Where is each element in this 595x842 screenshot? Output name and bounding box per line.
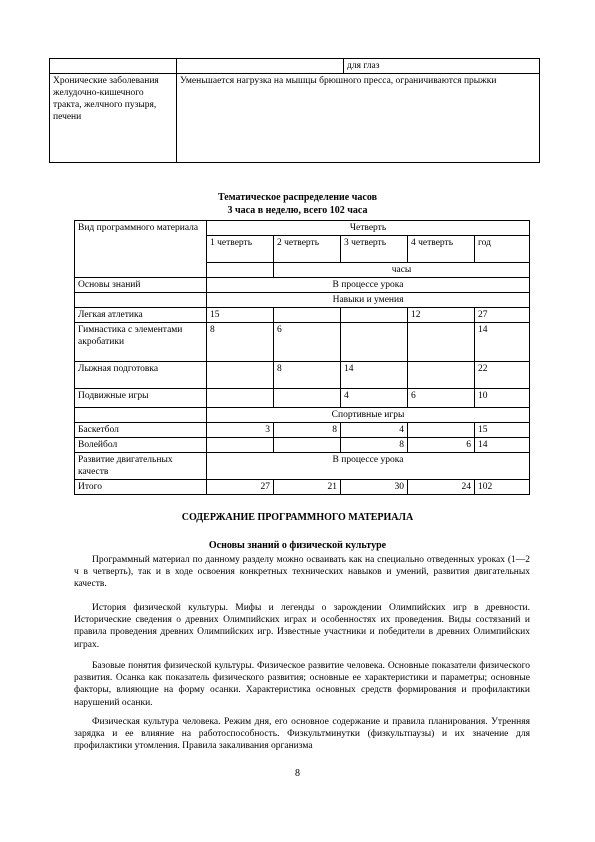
row-note: В процессе урока (207, 453, 530, 480)
cell-year: 14 (475, 323, 530, 362)
cell-q4 (408, 362, 475, 389)
top-cell-condition: Хронические заболевания желудочно-кишечного тракта, желчного пузыря, печени (50, 74, 177, 163)
row-label: Волейбол (75, 438, 207, 453)
table-row (75, 278, 530, 293)
table-row (75, 308, 530, 323)
paragraph: Программный материал по данному разделу можно осваивать как на специально отведенных уроках (1—2 ч в четверть), так и в ходе освоения конкретных технических навыков и умений, развития двигательных качеств. (74, 555, 530, 590)
hours-table (74, 220, 530, 495)
row-note: В процессе урока (207, 278, 530, 293)
cell-q2: 8 (274, 423, 341, 438)
row-label: Лыжная подготовка (75, 362, 207, 389)
cell-q2 (274, 438, 341, 453)
row-label: Гимнастика с элементами акробатики (75, 323, 207, 362)
subsection-heading: Основы знаний о физической культуре (208, 540, 387, 551)
cell-q1: 27 (207, 480, 274, 495)
cell-q2: 21 (274, 480, 341, 495)
table-row (75, 362, 530, 389)
cell-empty (207, 263, 274, 278)
header-q2: 2 четверть (274, 236, 341, 263)
table-row (75, 408, 530, 423)
paragraph: Базовые понятия физической культуры. Физическое развитие человека. Основные показатели физического развития. Осанка как показатель физического развития; основные ее характеристики и параметры; основные факторы, влияющие на форму осанки. Характеристика основных средств формирования и профилактики нарушений осанки. (74, 661, 530, 708)
cell-q2 (274, 308, 341, 323)
cell-q1: 3 (207, 423, 274, 438)
table-row (75, 293, 530, 308)
cell-year: 22 (475, 362, 530, 389)
cell-q2: 6 (274, 323, 341, 362)
cell-q4: 24 (408, 480, 475, 495)
table-row (75, 438, 530, 453)
header-q3: 3 четверть (341, 236, 408, 263)
paragraph: Физическая культура человека. Режим дня, его основное содержание и правила планирования. Утренняя зарядка и ее влияние на работоспособность. Физкультминутки (физкультпаузы) и их значение для профилактики утомления. Правила закаливания организма (74, 717, 530, 752)
section-sports: Спортивные игры (207, 408, 530, 423)
section-skills: Навыки и умения (207, 293, 530, 308)
paragraph: История физической культуры. Мифы и легенды о зарождении Олимпийских игр в древности. Исторические сведения о древних Олимпийских играх и особенностях их проведения. Виды состязаний и правила проведения древних Олимпийских игр. Известные участники и победители в древних Олимпийских играх. (74, 603, 530, 650)
section-heading: СОДЕРЖАНИЕ ПРОГРАММНОГО МАТЕРИАЛА (181, 512, 414, 523)
cell-q3 (341, 323, 408, 362)
row-label: Основы знаний (75, 278, 207, 293)
cell-q4 (408, 323, 475, 362)
cell-q3: 14 (341, 362, 408, 389)
cell-q1 (207, 438, 274, 453)
row-label: Подвижные игры (75, 389, 207, 408)
cell-year: 15 (475, 423, 530, 438)
cell-q4 (408, 423, 475, 438)
header-q1: 1 четверть (207, 236, 274, 263)
cell-q1 (207, 389, 274, 408)
cell-q4: 6 (408, 438, 475, 453)
cell-q3: 4 (341, 389, 408, 408)
cell-q3: 8 (341, 438, 408, 453)
table-row (75, 323, 530, 362)
cell-q1 (207, 362, 274, 389)
row-label: Баскетбол (75, 423, 207, 438)
cell-q3: 30 (341, 480, 408, 495)
cell-q1: 15 (207, 308, 274, 323)
top-table (49, 58, 540, 163)
row-label: Итого (75, 480, 207, 495)
header-year: год (475, 236, 530, 263)
cell-year: 102 (475, 480, 530, 495)
cell-year: 10 (475, 389, 530, 408)
table-row (75, 389, 530, 408)
cell-year: 27 (475, 308, 530, 323)
table-row (75, 423, 530, 438)
cell-q1: 8 (207, 323, 274, 362)
cell-q2 (274, 389, 341, 408)
table-row (75, 480, 530, 495)
cell-year: 14 (475, 438, 530, 453)
cell-q3 (341, 308, 408, 323)
top-cell-empty (50, 59, 177, 74)
cell-empty (75, 293, 207, 308)
page-number: 8 (295, 768, 300, 779)
row-label: Легкая атлетика (75, 308, 207, 323)
cell-q4: 6 (408, 389, 475, 408)
table-row (75, 453, 530, 480)
header-q4: 4 четверть (408, 236, 475, 263)
cell-q2: 8 (274, 362, 341, 389)
cell-q4: 12 (408, 308, 475, 323)
cell-q3: 4 (341, 423, 408, 438)
top-cell-eyes: для глаз (344, 59, 540, 74)
cell-empty (75, 408, 207, 423)
top-cell-recommendation: Уменьшается нагрузка на мышцы брюшного пресса, ограничиваются прыжки (177, 74, 540, 163)
header-activity: Вид программного материала (75, 221, 207, 278)
header-quarter: Четверть (207, 221, 530, 236)
table-subtitle: 3 часа в неделю, всего 102 часа (227, 205, 368, 216)
header-hours: часы (274, 263, 530, 278)
row-label: Развитие двигательных качеств (75, 453, 207, 480)
top-cell-empty (177, 59, 344, 74)
table-title: Тематическое распределение часов (218, 192, 377, 203)
